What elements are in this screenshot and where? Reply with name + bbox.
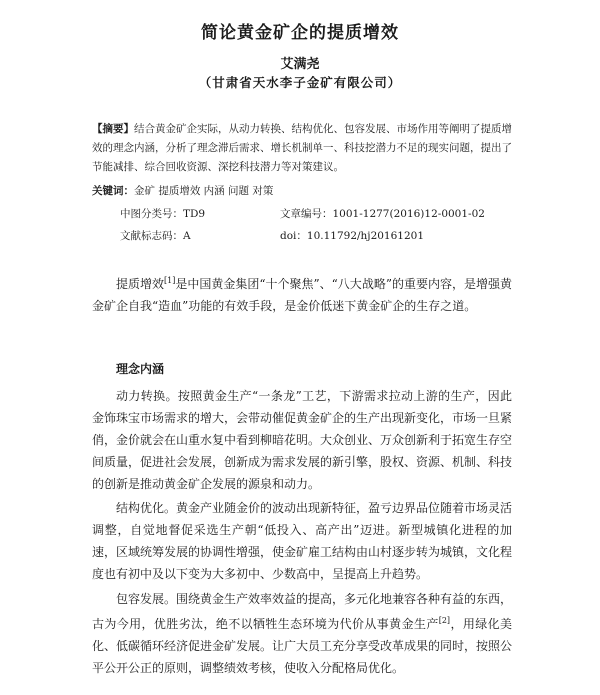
keywords xyxy=(92,183,512,199)
citation-1: [1] xyxy=(164,276,176,285)
intro-paragraph xyxy=(92,270,512,317)
doc-code-label: 文献标志码： xyxy=(120,230,183,242)
intro-lead: 提质增效 xyxy=(116,277,165,291)
clc-label: 中图分类号： xyxy=(120,208,183,220)
clc-value: TD9 xyxy=(183,208,206,220)
paper-title: 简论黄金矿企的提质增效 xyxy=(201,23,399,43)
paragraph-structure-optimization: 结构优化。黄金产业随金价的波动出现新特征，盈亏边界品位随着市场灵活调整，自觉地督促采选生产朝“低投入、高产出”迈进。新型城镇化进程的加速，区域统筹发展的协调性增强，使金矿雇工结构由山村逐步转为城镇，文化程度也有初中及以下变为大多初中、少数高中，呈提高上升趋势。 xyxy=(92,501,513,581)
doc-code-field xyxy=(120,228,191,244)
doi-label: doi： xyxy=(280,230,307,242)
section-heading: 理念内涵 xyxy=(116,362,165,376)
citation-2: [2] xyxy=(438,616,451,625)
article-no-field xyxy=(280,206,485,222)
abstract xyxy=(92,120,512,177)
doc-code-value: A xyxy=(183,230,191,242)
doi-field xyxy=(280,228,424,244)
p3-text-before: 包容发展。围绕黄金生产效率效益的提高，多元化地兼容各种有益的东西，古为今用，优胜劣汰，绝不以牺牲生态环境为代价从事黄金生产 xyxy=(92,592,513,631)
paragraph-dynamic-conversion: 动力转换。按照黄金生产“一条龙”工艺，下游需求拉动上游的生产，因此金饰珠宝市场需求的增大，会带动催促黄金矿企的生产出现新变化，市场一旦紧俏，金价就会在山重水复中看到柳暗花明。大众创业、万众创新利于拓宽生存空间质量，促进社会发展，创新成为需求发展的新引擎，股权、资源、机制、科技的创新是推动黄金矿企发展的源泉和动力。 xyxy=(92,389,513,491)
abstract-text: 结合黄金矿企实际，从动力转换、结构优化、包容发展、市场作用等阐明了提质增效的理念内涵，分析了理念滞后需求、增长机制单一、科技挖潜力不足的现实问题，提出了节能减排、综合回收资源、深挖科技潜力等对策建议。 xyxy=(92,123,512,173)
intro-text: 是中国黄金集团“十个聚焦”、“八大战略”的重要内容，是增强黄金矿企自我“造血”功能的有效手段，是金价低迷下黄金矿企的生存之道。 xyxy=(92,277,512,313)
keywords-text: 金矿 提质增效 内涵 问题 对策 xyxy=(134,185,274,197)
doi-value: 10.11792/hj20161201 xyxy=(306,230,425,242)
p3-text-after: ，用绿化美化、低碳循环经济促进金矿发展。让广大员工充分享受改革成果的同时，按照公平公开公正的原则，调整绩效考核，使收入分配格局优化。 xyxy=(92,617,513,675)
clc-field xyxy=(120,206,205,222)
author-name: 艾满尧 xyxy=(280,57,320,72)
keywords-label: 关键词： xyxy=(92,185,134,197)
article-no-label: 文章编号： xyxy=(280,208,333,220)
paragraph-inclusive-development xyxy=(92,588,512,679)
abstract-label: 【摘要】 xyxy=(92,123,134,135)
author-affiliation: （甘肃省天水李子金矿有限公司） xyxy=(198,75,402,90)
article-no-value: 1001-1277(2016)12-0001-02 xyxy=(332,208,485,220)
